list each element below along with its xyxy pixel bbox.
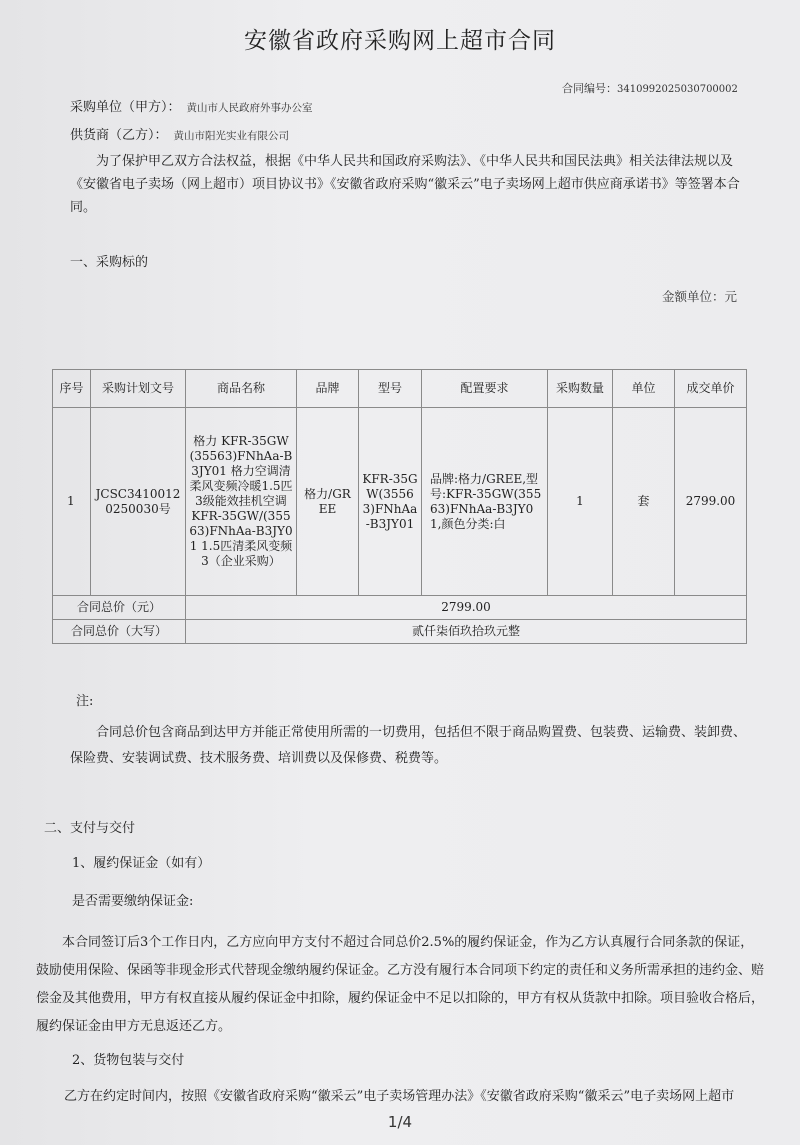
- col-header-no: 序号: [53, 370, 91, 408]
- intro-paragraph: 为了保护甲乙双方合法权益，根据《中华人民共和国政府采购法》、《中华人民共和国民法典》相关法律法规以及《安徽省电子卖场（网上超市）项目协议书》《安徽省政府采购“徽采云”电子卖场网上超市供应商承诺书》等签署本合同。: [70, 154, 740, 215]
- page-title: 安徽省政府采购网上超市合同: [244, 28, 556, 54]
- cell-plan-no: JCSC34100120250030号: [91, 408, 186, 596]
- amount-unit: 金额单位：元: [662, 289, 738, 304]
- contract-number: [562, 80, 738, 96]
- buyer-label: 采购单位（甲方）：: [70, 100, 181, 115]
- note-label: 注:: [76, 694, 94, 709]
- cell-unit: 套: [613, 408, 675, 596]
- total-label: 合同总价（元）: [53, 596, 186, 620]
- table-row: [53, 408, 747, 596]
- buyer-value: 黄山市人民政府外事办公室: [186, 102, 313, 114]
- total-upper-row: [53, 620, 747, 644]
- col-header-qty: 采购数量: [548, 370, 613, 408]
- supplier-label: 供货商（乙方）：: [70, 128, 168, 143]
- cell-product-name: 格力 KFR-35GW(35563)FNhAa-B3JY01 格力空调清柔风变频冷暖1.5匹3级能效挂机空调 KFR-35GW/(35563)FNhAa-B3JY01 1.5匹清柔风变频3（企业采购）: [186, 408, 297, 596]
- subsection-2-heading: 2、货物包装与交付: [72, 1053, 185, 1068]
- total-value: 2799.00: [186, 596, 747, 620]
- cell-config: 品牌:格力/GREE,型号:KFR-35GW(35563)FNhAa-B3JY01,颜色分类:白: [422, 408, 548, 596]
- total-upper-value: 贰仟柒佰玖拾玖元整: [186, 620, 747, 644]
- cell-brand: 格力/GREE: [297, 408, 359, 596]
- col-header-price: 成交单价: [675, 370, 747, 408]
- col-header-config: 配置要求: [422, 370, 548, 408]
- total-upper-label: 合同总价（大写）: [53, 620, 186, 644]
- col-header-unit: 单位: [613, 370, 675, 408]
- deposit-question: 是否需要缴纳保证金:: [72, 894, 194, 909]
- section-2-heading: 二、支付与交付: [44, 821, 136, 836]
- col-header-brand: 品牌: [297, 370, 359, 408]
- contract-number-value: 3410992025030700002: [617, 84, 738, 95]
- deposit-paragraph: 本合同签订后3个工作日内，乙方应向甲方支付不超过合同总价2.5%的履约保证金，作为乙方认真履行合同条款的保证，鼓励使用保险、保函等非现金形式代替现金缴纳履约保证金。乙方没有履行本合同项下约定的责任和义务所需承担的违约金、赔偿金及其他费用，甲方有权直接从履约保证金中扣除，履约保证金中不足以扣除的，甲方有权从货款中扣除。项目验收合格后，履约保证金由甲方无息返还乙方。: [36, 935, 765, 1034]
- items-table: [52, 369, 747, 644]
- cell-qty: 1: [548, 408, 613, 596]
- section-1-heading: 一、采购标的: [70, 255, 149, 270]
- subsection-1-heading: 1、履约保证金（如有）: [72, 856, 211, 871]
- cell-model: KFR-35GW(35563)FNhAa-B3JY01: [359, 408, 422, 596]
- buyer-line: [70, 96, 313, 115]
- col-header-name: 商品名称: [186, 370, 297, 408]
- col-header-model: 型号: [359, 370, 422, 408]
- col-header-plan-no: 采购计划文号: [91, 370, 186, 408]
- supplier-value: 黄山市阳光实业有限公司: [173, 130, 290, 142]
- cell-no: 1: [53, 408, 91, 596]
- total-row: [53, 596, 747, 620]
- page-number: 1/4: [387, 1113, 413, 1131]
- note-paragraph: 合同总价包含商品到达甲方并能正常使用所需的一切费用，包括但不限于商品购置费、包装费、运输费、装卸费、保险费、安装调试费、技术服务费、培训费以及保修费、税费等。: [70, 725, 747, 766]
- delivery-paragraph: 乙方在约定时间内，按照《安徽省政府采购“徽采云”电子卖场管理办法》《安徽省政府采购“徽采云”电子卖场网上超市: [64, 1089, 735, 1104]
- supplier-line: [70, 124, 289, 143]
- contract-number-label: 合同编号：: [562, 82, 617, 95]
- table-header-row: [53, 370, 747, 408]
- cell-price: 2799.00: [675, 408, 747, 596]
